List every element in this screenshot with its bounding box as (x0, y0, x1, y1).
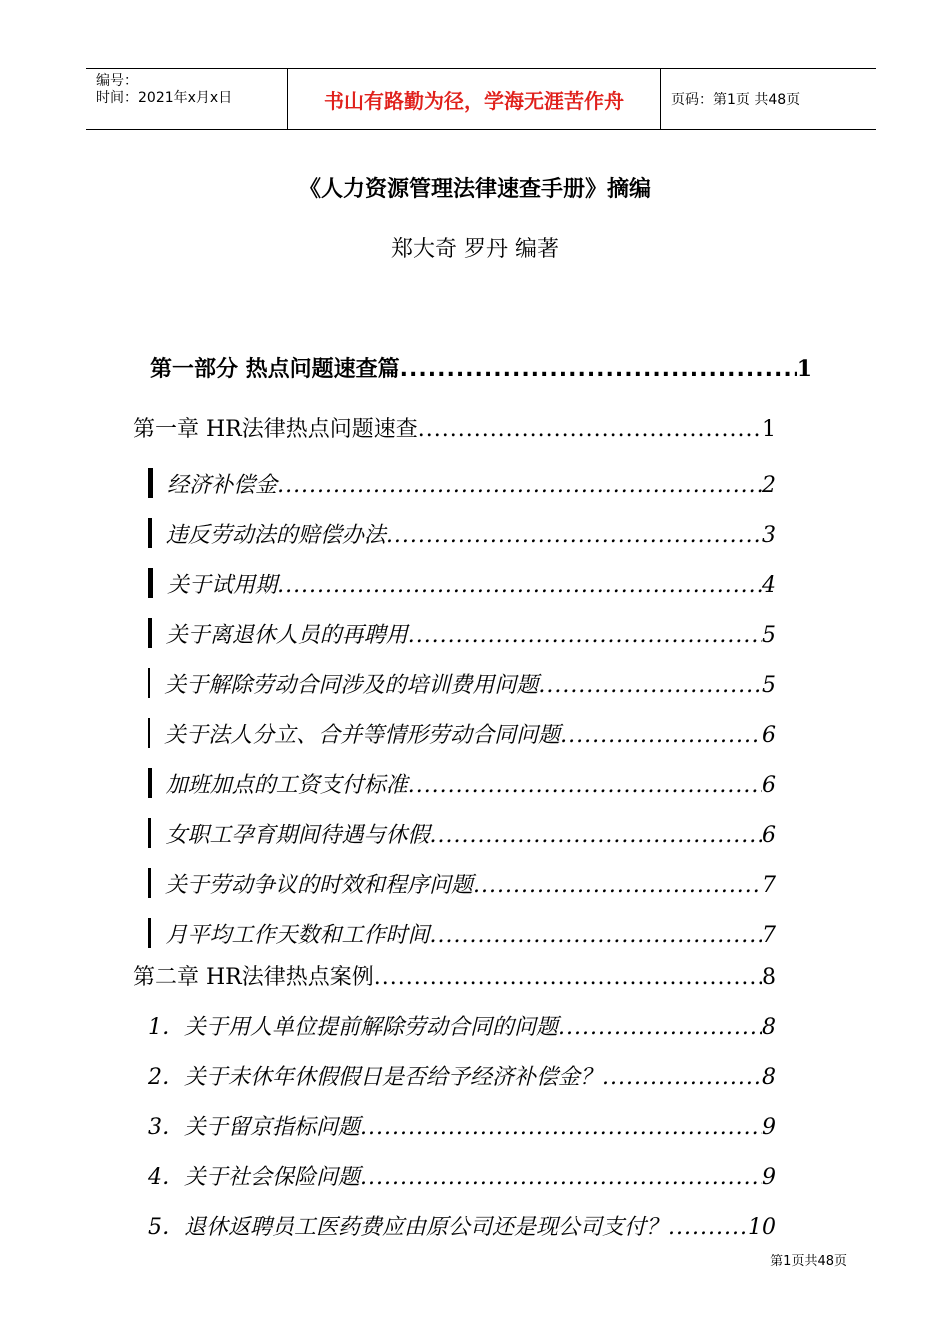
square-bullet-icon (148, 768, 152, 798)
square-bullet-icon (148, 568, 153, 598)
page-footer: 第1页共48页 (770, 1254, 847, 1269)
toc-part-title: 第一部分 热点问题速查篇 (150, 357, 400, 382)
toc-item-title: 关于离退休人员的再聘用 (165, 623, 408, 648)
toc-leader (408, 773, 762, 798)
toc-case[interactable] (148, 1160, 776, 1191)
toc-item-title: 月平均工作天数和工作时间 (165, 923, 430, 948)
toc-item[interactable] (148, 812, 776, 849)
toc-case[interactable] (148, 1060, 776, 1091)
header-page-info: 页码：第1页 共48页 (671, 92, 801, 108)
toc-leader (558, 1015, 762, 1040)
toc-leader (602, 1065, 762, 1090)
toc-item[interactable] (148, 712, 776, 749)
toc-part-1[interactable] (150, 352, 812, 383)
toc-page-number: 7 (762, 923, 776, 948)
toc-page-number: 8 (762, 1015, 776, 1040)
toc-case-title: 5．退休返聘员工医药费应由原公司还是现公司支付？ (148, 1215, 668, 1240)
toc-chapter-1[interactable] (133, 412, 776, 443)
toc-item-title: 经济补偿金 (167, 473, 278, 498)
toc-item-title: 加班加点的工资支付标准 (165, 773, 408, 798)
toc-item-title: 违反劳动法的赔偿办法 (165, 523, 386, 548)
square-bullet-icon (148, 668, 150, 698)
toc-case-title: 3．关于留京指标问题 (148, 1115, 360, 1140)
toc-chapter-2[interactable] (133, 960, 776, 991)
toc-item[interactable] (148, 562, 776, 599)
header-table (86, 68, 876, 130)
toc-item-title: 女职工孕育期间待遇与休假 (165, 823, 430, 848)
toc-item-title: 关于试用期 (167, 573, 278, 598)
toc-leader (360, 1165, 762, 1190)
square-bullet-icon (148, 468, 153, 498)
toc-item[interactable] (148, 512, 776, 549)
toc-leader (429, 823, 762, 848)
square-bullet-icon (148, 868, 151, 898)
square-bullet-icon (148, 518, 152, 548)
toc-item[interactable] (148, 462, 776, 499)
toc-item-title: 关于劳动争议的时效和程序问题 (165, 873, 474, 898)
toc-case-title: 1．关于用人单位提前解除劳动合同的问题 (148, 1015, 558, 1040)
toc-leader (277, 473, 762, 498)
toc-case-title: 4．关于社会保险问题 (148, 1165, 360, 1190)
toc-leader (360, 1115, 762, 1140)
toc-case[interactable] (148, 1210, 776, 1241)
document-title: 《人力资源管理法律速查手册》摘编 (298, 177, 651, 202)
toc-page-number: 1 (796, 356, 812, 382)
toc-item[interactable] (148, 762, 776, 799)
toc-page-number: 7 (762, 873, 776, 898)
toc-leader (538, 673, 762, 698)
toc-page-number: 8 (762, 965, 776, 990)
toc-page-number: 5 (762, 623, 776, 648)
toc-chapter-title: 第二章 HR法律热点案例 (133, 965, 374, 990)
square-bullet-icon (148, 918, 151, 948)
toc-item[interactable] (148, 612, 776, 649)
square-bullet-icon (148, 718, 150, 748)
toc-page-number: 6 (762, 723, 776, 748)
toc-leader (668, 1215, 748, 1240)
toc-page-number: 5 (762, 673, 776, 698)
toc-page-number: 8 (762, 1065, 776, 1090)
time-label: 时间：2021年x月x日 (96, 90, 233, 106)
toc-page-number: 4 (762, 573, 776, 598)
toc-page-number: 10 (748, 1215, 776, 1240)
header-meta-cell (86, 69, 288, 129)
toc-leader (386, 523, 762, 548)
header-motto: 书山有路勤为径，学海无涯苦作舟 (288, 69, 661, 129)
code-label: 编号： (96, 73, 138, 89)
toc-leader (429, 923, 762, 948)
toc-chapter-title: 第一章 HR法律热点问题速查 (133, 417, 418, 442)
toc-page-number: 2 (762, 473, 776, 498)
toc-page-number: 9 (762, 1115, 776, 1140)
toc-leader (560, 723, 762, 748)
toc-page-number: 9 (762, 1165, 776, 1190)
toc-leader (408, 623, 762, 648)
toc-leader (400, 357, 797, 382)
toc-case-title: 2．关于未休年休假假日是否给予经济补偿金？ (148, 1065, 602, 1090)
toc-leader (473, 873, 762, 898)
document-authors: 郑大奇 罗丹 编著 (391, 237, 559, 262)
square-bullet-icon (148, 818, 151, 848)
toc-page-number: 6 (762, 773, 776, 798)
toc-item[interactable] (148, 862, 776, 899)
square-bullet-icon (148, 618, 152, 648)
toc-leader (374, 965, 762, 990)
toc-leader (418, 417, 762, 442)
toc-item[interactable] (148, 912, 776, 949)
toc-item[interactable] (148, 662, 776, 699)
toc-page-number: 6 (762, 823, 776, 848)
toc-case[interactable] (148, 1010, 776, 1041)
toc-item-title: 关于解除劳动合同涉及的培训费用问题 (164, 673, 539, 698)
toc-leader (277, 573, 762, 598)
toc-page-number: 1 (762, 417, 776, 442)
toc-case[interactable] (148, 1110, 776, 1141)
toc-item-title: 关于法人分立、合并等情形劳动合同问题 (164, 723, 561, 748)
toc-page-number: 3 (762, 523, 776, 548)
